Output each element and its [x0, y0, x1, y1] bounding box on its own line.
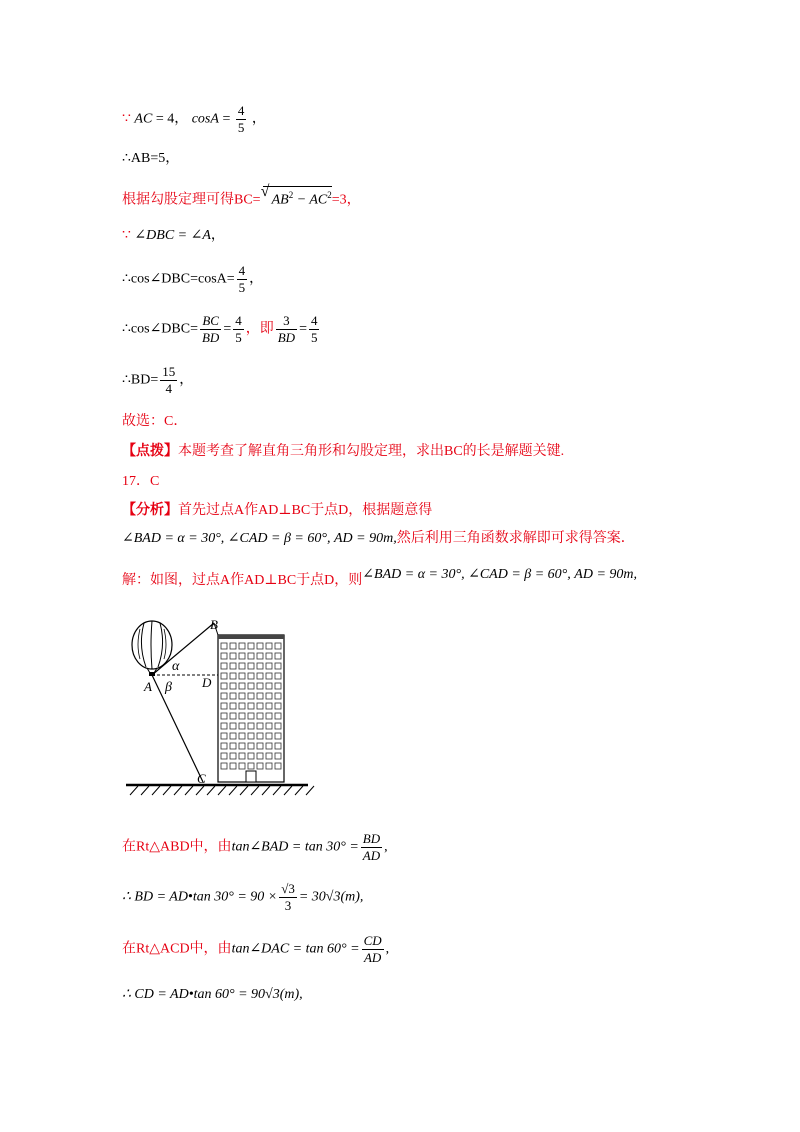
- building-window: [221, 643, 227, 649]
- building-window: [221, 713, 227, 719]
- building-window: [266, 673, 272, 679]
- building-window: [266, 653, 272, 659]
- sqrt-expression: √ $AB^2 - AC^2$: [263, 186, 332, 209]
- building-window: [230, 673, 236, 679]
- building-window: [230, 693, 236, 699]
- line-angle-equal: ∵ ∠DBC = ∠A，: [122, 228, 225, 243]
- building-window: [266, 643, 272, 649]
- building-window: [266, 763, 272, 769]
- building-window: [239, 673, 245, 679]
- building-window: [257, 743, 263, 749]
- line-cos-ratio: ∴cos∠DBC= $\frac{BC}{BD}$ = $\frac{4}{5}$ ，即 $\frac{3}{BD}$ = $\frac{4}{5}$: [122, 313, 318, 345]
- fraction-bc-bd: $\frac{BC}{BD}$: [201, 313, 220, 345]
- building-window: [266, 683, 272, 689]
- building-window: [239, 753, 245, 759]
- building-window: [230, 713, 236, 719]
- building-window: [239, 763, 245, 769]
- fraction-sqrt3-3: $\frac{√3}{3}$: [281, 881, 295, 913]
- building-window: [257, 733, 263, 739]
- building-window: [230, 663, 236, 669]
- building-window: [221, 733, 227, 739]
- building-window: [257, 643, 263, 649]
- building-window: [266, 663, 272, 669]
- line-angles-given: ∠BAD = α = 30°, ∠CAD = β = 60°, AD = 90m,然后利用三角函数求解即可求得答案．: [122, 531, 635, 546]
- building-window: [266, 753, 272, 759]
- building-window: [275, 733, 281, 739]
- line-pythagoras: 根据勾股定理可得BC=√ $AB^2 - AC^2=3$，: [122, 186, 361, 211]
- line-ac: [152, 675, 203, 782]
- hatch-mark: [174, 786, 182, 795]
- building-window: [275, 643, 281, 649]
- building-window: [257, 723, 263, 729]
- math-eq: =: [222, 111, 231, 127]
- building-window: [275, 653, 281, 659]
- fraction-15-4: $\frac{15}{4}$: [162, 364, 176, 396]
- building-window: [230, 743, 236, 749]
- building-window: [275, 683, 281, 689]
- building-window: [266, 703, 272, 709]
- building-window: [275, 763, 281, 769]
- hatch-mark: [262, 786, 270, 795]
- building-window: [257, 683, 263, 689]
- building-window: [248, 653, 254, 659]
- fraction-bd-ad: $\frac{BD}{AD}$: [362, 831, 381, 863]
- building-window: [275, 753, 281, 759]
- building-window: [221, 653, 227, 659]
- line-comment: 【点拨】本题考查了解直角三角形和勾股定理，求出BC的长是解题关键.: [122, 444, 565, 459]
- label-alpha: α: [172, 659, 180, 674]
- math-ac: AC: [134, 111, 153, 127]
- balloon-building-figure: [122, 615, 322, 806]
- ground-hatch: [130, 786, 314, 795]
- building-window: [248, 683, 254, 689]
- fraction-4-5: $\frac{4}{5}$: [238, 263, 246, 295]
- building-window: [239, 663, 245, 669]
- building-window: [239, 703, 245, 709]
- tag-dianbo: 【点拨】: [122, 444, 178, 459]
- building-window: [248, 743, 254, 749]
- building-window: [257, 693, 263, 699]
- building-window: [275, 693, 281, 699]
- building-window: [221, 693, 227, 699]
- line-ab-result: ∴AB=5，: [122, 151, 180, 166]
- building-window: [221, 753, 227, 759]
- building-window: [275, 713, 281, 719]
- building-window: [221, 763, 227, 769]
- building-window: [221, 673, 227, 679]
- diagram: [122, 615, 322, 801]
- building-window: [221, 743, 227, 749]
- building-window: [257, 753, 263, 759]
- building-window: [239, 723, 245, 729]
- hatch-mark: [251, 786, 259, 795]
- building-window: [248, 733, 254, 739]
- hatch-mark: [284, 786, 292, 795]
- building-window: [257, 713, 263, 719]
- hatch-mark: [207, 786, 215, 795]
- hatch-mark: [163, 786, 171, 795]
- building-window: [275, 673, 281, 679]
- building-window: [266, 713, 272, 719]
- line-solution-intro: 解：如图，过点A作AD⊥BC于点D，则∠BAD = α = 30°, ∠CAD = β = 60°, AD = 90m,: [122, 567, 637, 588]
- hatch-mark: [295, 786, 303, 795]
- building-window: [266, 733, 272, 739]
- fraction-4-5: $\frac{4}{5}$: [235, 313, 242, 345]
- building-window: [230, 753, 236, 759]
- tag-fenxi: 【分析】: [122, 503, 178, 518]
- building-window: [275, 743, 281, 749]
- building-window: [275, 703, 281, 709]
- label-beta: β: [165, 680, 172, 695]
- line-cd-value: ∴ CD = AD•tan 60° = 90√3(m),: [122, 987, 303, 1002]
- building-window: [275, 723, 281, 729]
- building-window: [257, 653, 263, 659]
- building-window: [257, 763, 263, 769]
- building-window: [275, 663, 281, 669]
- building-window: [221, 703, 227, 709]
- because-symbol: ∵: [122, 111, 131, 127]
- building-window: [239, 743, 245, 749]
- line-rt-acd: 在Rt△ACD中，由tan∠DAC = tan 60° = $\frac{CD}{AD}$ ,: [122, 933, 390, 965]
- building-window: [239, 713, 245, 719]
- hatch-mark: [229, 786, 237, 795]
- building-window: [266, 743, 272, 749]
- hatch-mark: [273, 786, 281, 795]
- fraction-4-5: $\frac{4}{5}$: [237, 103, 245, 135]
- line-rt-abd: 在Rt△ABD中，由tan∠BAD = tan 30° = $\frac{BD}{AD}$ ,: [122, 831, 388, 863]
- building-window: [266, 693, 272, 699]
- line-bd-value: ∴ BD = AD•tan 30° = 90 × $\frac{√3}{3}$ = 30√3(m),: [122, 881, 364, 913]
- building-window: [239, 733, 245, 739]
- building-window: [230, 683, 236, 689]
- line-bd-result: ∴BD= $\frac{15}{4}$ ，: [122, 364, 194, 396]
- fraction-4-5: $\frac{4}{5}$: [310, 313, 318, 345]
- line-answer-choice: 故选：C．: [122, 414, 188, 429]
- building-window: [230, 733, 236, 739]
- building-window: [239, 683, 245, 689]
- building-window: [248, 673, 254, 679]
- fraction-3-bd: $\frac{3}{BD}$: [277, 313, 296, 345]
- math-cosa: cosA: [191, 111, 219, 127]
- hatch-mark: [306, 786, 314, 795]
- line-analysis: 【分析】首先过点A作AD⊥BC于点D，根据题意得: [122, 503, 433, 518]
- building-window: [257, 663, 263, 669]
- building-window: [239, 693, 245, 699]
- label-a: A: [144, 679, 152, 694]
- building-window: [257, 703, 263, 709]
- building-window: [257, 673, 263, 679]
- hatch-mark: [141, 786, 149, 795]
- balloon-icon: [132, 621, 172, 676]
- building-window: [221, 663, 227, 669]
- hatch-mark: [240, 786, 248, 795]
- building-window: [248, 703, 254, 709]
- line-cos-dbc: ∴cos∠DBC=cosA= $\frac{4}{5}$ ，: [122, 263, 264, 295]
- hatch-mark: [152, 786, 160, 795]
- building-window: [221, 723, 227, 729]
- fraction-cd-ad: $\frac{CD}{AD}$: [363, 933, 382, 965]
- building-window: [266, 723, 272, 729]
- building-window: [248, 723, 254, 729]
- building-window: [230, 703, 236, 709]
- hatch-mark: [218, 786, 226, 795]
- hatch-mark: [185, 786, 193, 795]
- building-window: [230, 643, 236, 649]
- label-c: C: [197, 771, 206, 786]
- building-window: [230, 723, 236, 729]
- building-window: [239, 653, 245, 659]
- building-icon: [218, 635, 284, 782]
- building-window: [248, 643, 254, 649]
- building-window: [248, 713, 254, 719]
- building-window: [248, 753, 254, 759]
- building-window: [230, 763, 236, 769]
- hatch-mark: [130, 786, 138, 795]
- building-window: [221, 683, 227, 689]
- building-window: [239, 643, 245, 649]
- building-window: [248, 763, 254, 769]
- line-given-ac-cosa: ∵ AC = 4， cosA = $\frac{4}{5}$ ，: [122, 103, 266, 135]
- label-d: D: [202, 675, 212, 690]
- hatch-mark: [196, 786, 204, 795]
- building-window: [230, 653, 236, 659]
- line-question-17: 17．C: [122, 474, 160, 489]
- math-eq4: = 4，: [155, 111, 189, 127]
- building-window: [248, 693, 254, 699]
- label-b: B: [210, 617, 218, 632]
- building-window: [248, 663, 254, 669]
